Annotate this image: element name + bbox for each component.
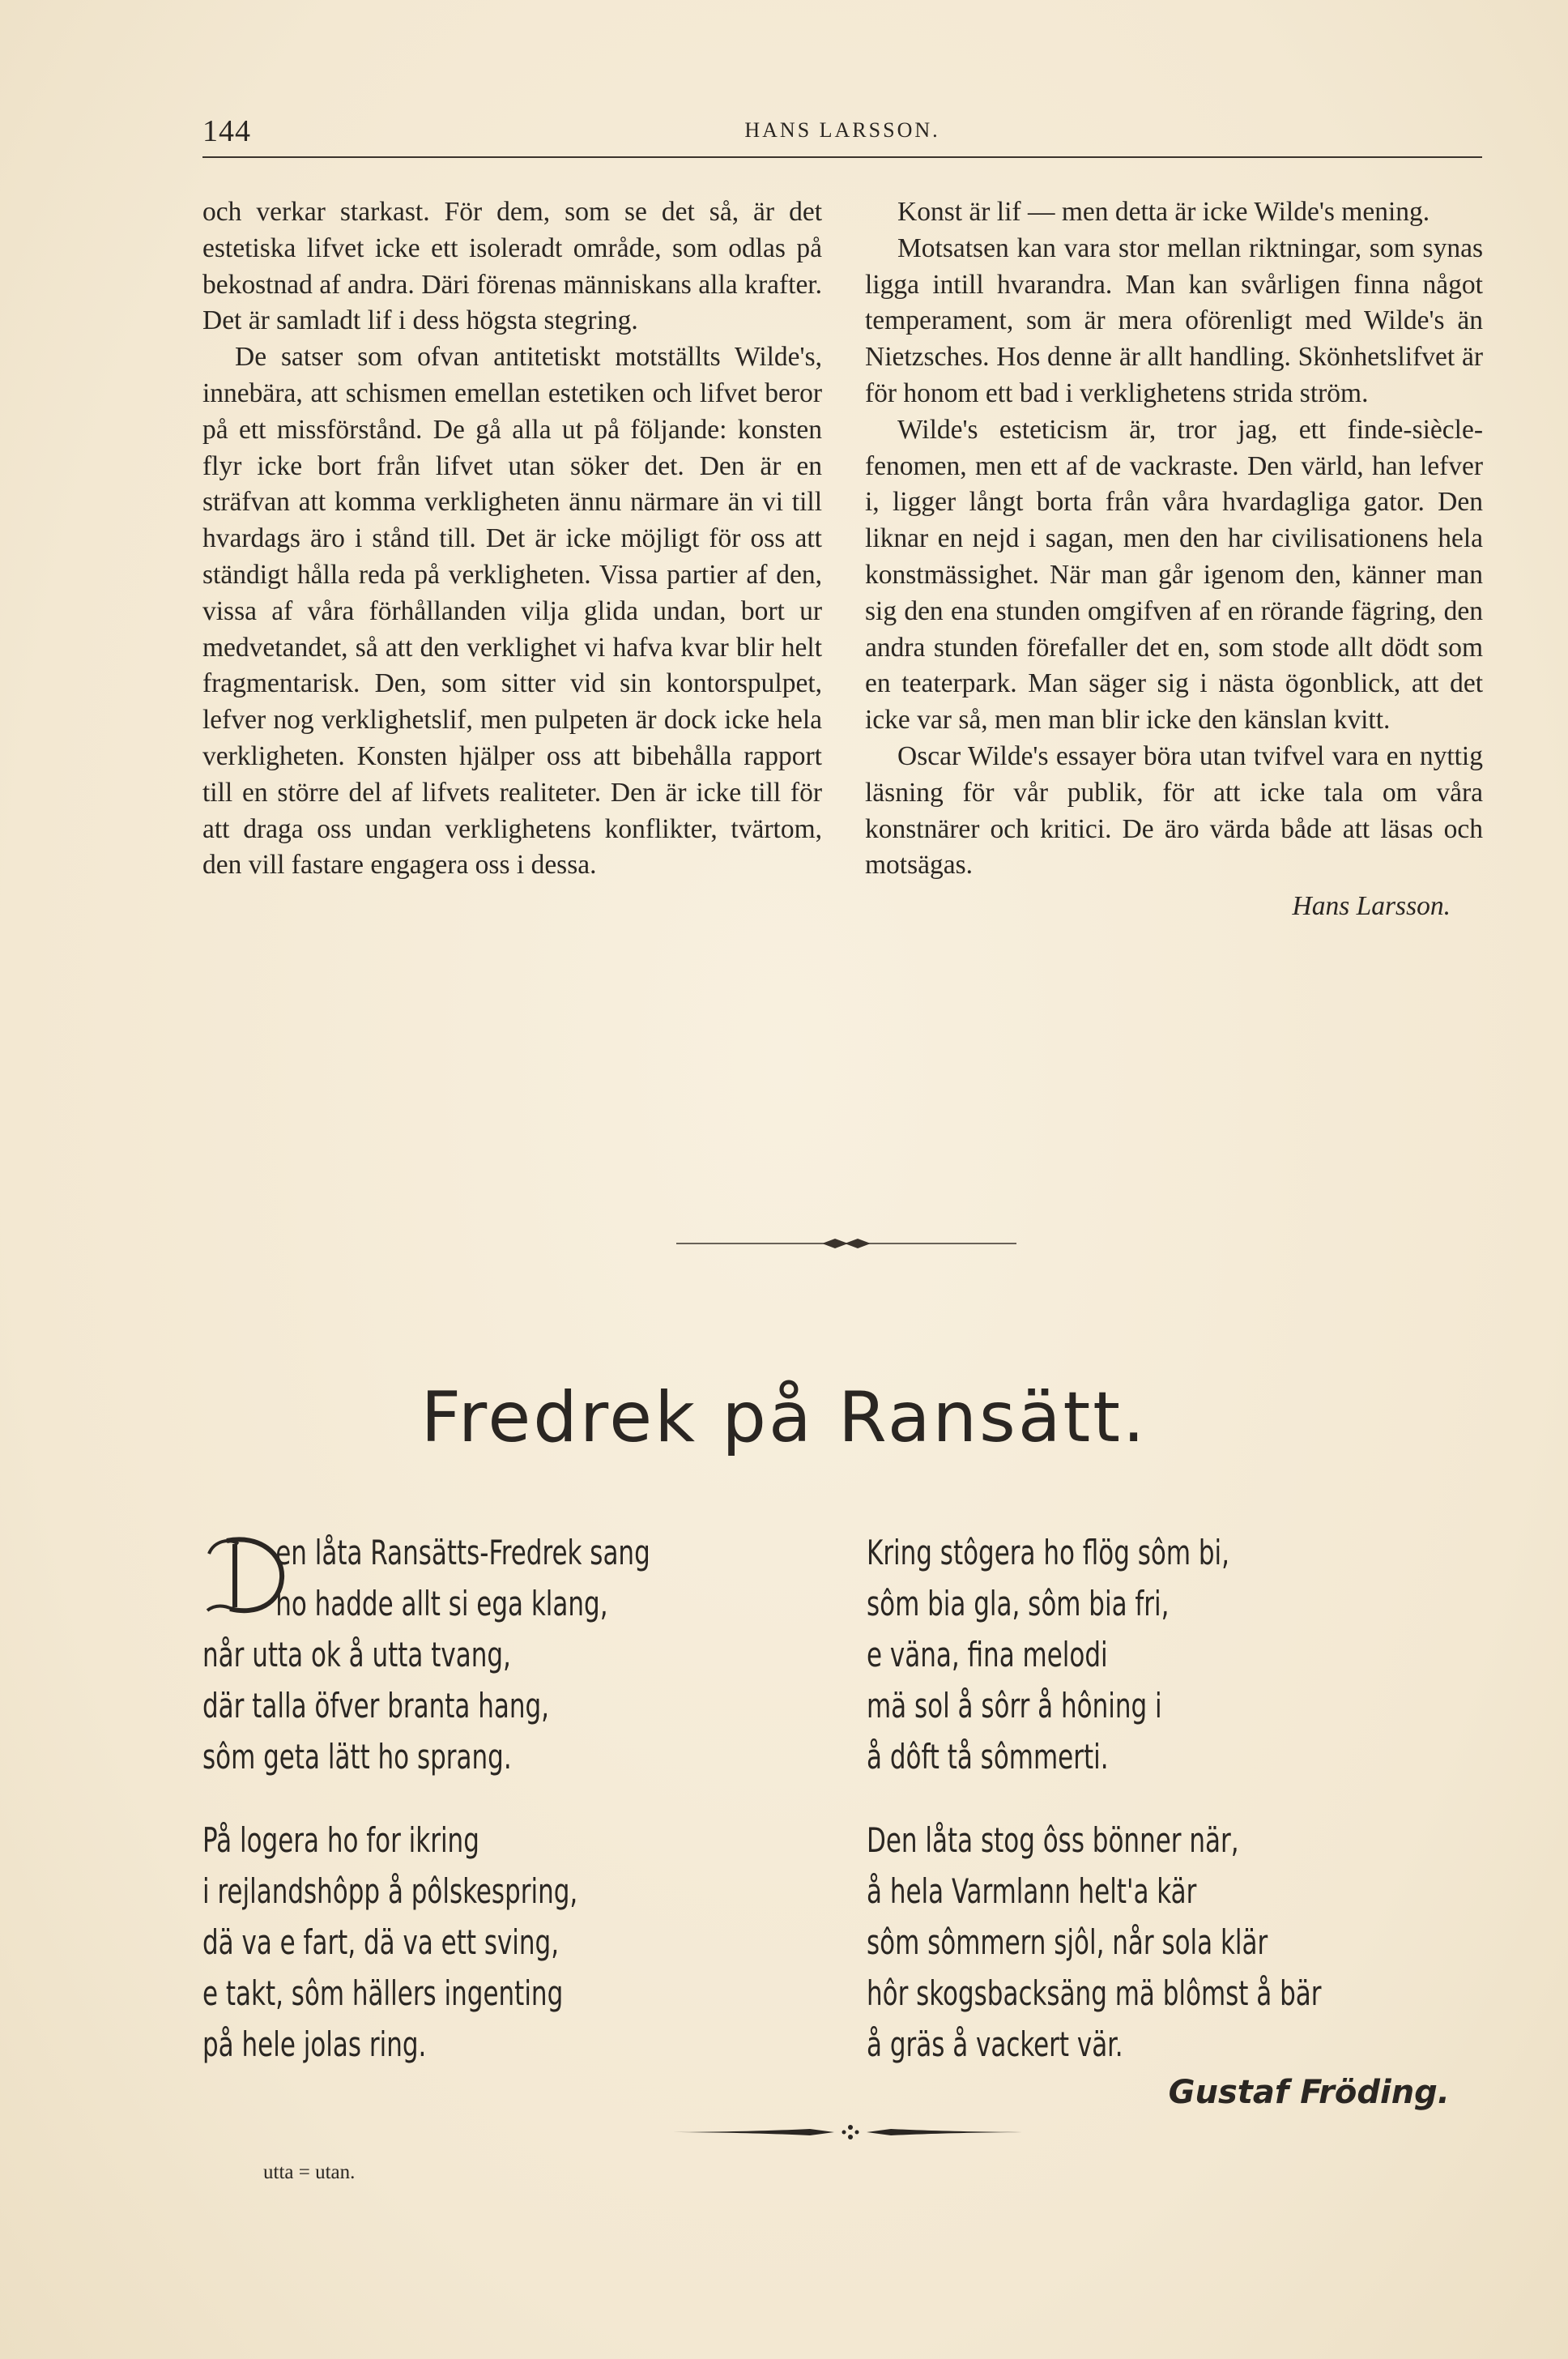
poem-line: sôm bia gla, sôm bia fri, [867, 1584, 1170, 1623]
poem-line: å dôft tå sômmerti. [867, 1737, 1109, 1777]
poem-line: å gräs å vackert vär. [867, 2024, 1123, 2064]
article-paragraph: Oscar Wilde's essayer böra utan tvifvel vara en nyttig läsning för vår publik, för att icke tala om våra konstnärer och kritici. De äro värda både att läsas och motsägas. [865, 740, 1483, 881]
poem-line: på hele jolas ring. [202, 2024, 427, 2064]
article-paragraph: och verkar starkast. För dem, som se det så, är det estetiska lifvet icke ett isoleradt område, som odlas på bekostnad af andra. Däri förenas människans alla krafter. Det är samladt lif i dess högsta stegring. [202, 197, 822, 336]
article-left-column [202, 194, 822, 884]
poem-line: hôr skogsbacksäng mä blômst å bär [867, 1973, 1322, 2013]
article-paragraph: Konst är lif — men detta är icke Wilde's mening. [897, 197, 1430, 227]
poem-line: mä sol å sôrr å hôning i [867, 1686, 1162, 1726]
section-divider-ornament [676, 1235, 1016, 1252]
poem-stanza [867, 1527, 1229, 1782]
article-paragraph: Motsatsen kan vara stor mellan riktningar, som synas ligga intill hvarandra. Man kan svårligen finna något temperament, som är mera oförenligt med Wilde's än Nietzsches. Hos denne är allt handling. Skönhetslifvet är för honom ett bad i verklighetens strida ström. [865, 232, 1483, 408]
article-right-column [865, 194, 1483, 925]
poem-line: å hela Varmlann helt'a kär [867, 1871, 1197, 1911]
poem-line: i rejlandshôpp å pôlskespring, [202, 1871, 578, 1911]
article-paragraph: De satser som ofvan antitetiskt motställts Wilde's, innebära, att schismen emellan estetiken och lifvet beror på ett missförstånd. De gå alla ut på följande: konsten flyr icke bort från lifvet utan söker det. Den är en sträfvan att komma verkligheten ännu närmare än vi till hvardags äro i stånd till. Det är icke möjligt för oss att ständigt hålla reda på verkligheten. Vissa partier af den, vissa af våra förhållanden vilja glida undan, bort ur medvetandet, så att den verklighet vi hafva kvar blir helt fragmentarisk. Den, som sitter vid sin kontorspulpet, lefver nog verklighetslif, men pulpeten är dock icke hela verkligheten. Konsten hjälper oss att bibehålla rapport till en större del af lifvets realiteter. Den är icke till för att draga oss undan verklighetens konflikter, tvärtom, den vill fastare engagera oss i dessa. [202, 342, 822, 881]
article-paragraph: Wilde's esteticism är, tror jag, ett finde-siècle-fenomen, men ett af de vackraste. Den värld, han lefver i, ligger långt borta från våra hvardagliga gator. Den liknar en nejd i sagan, men den har civilisationens hela konstmässighet. När man går igenom den, känner man sig den ena stunden omgifven af en rörande fägring, den andra stunden förefaller det en, som stode allt dödt som en teaterpark. Man säger sig i nästa ögonblick, att det icke var så, men man blir icke den känslan kvitt. [865, 414, 1483, 736]
poem-author: Gustaf Fröding. [1168, 2074, 1450, 2111]
poem-line: ho hadde allt si ega klang, [275, 1584, 608, 1623]
poem-line: där talla öfver branta hang, [202, 1686, 550, 1726]
header-rule [202, 156, 1482, 158]
poem-line: en låta Ransätts-Fredrek sang [275, 1533, 650, 1572]
poem-title: Fredrek på Ransätt. [420, 1377, 1148, 1458]
poem-line: e väna, fina melodi [867, 1635, 1108, 1674]
end-ornament [656, 2122, 1045, 2142]
poem-stanza [867, 1815, 1321, 2070]
poem-line: sôm sômmern sjôl, når sola klär [867, 1922, 1268, 1962]
running-title: HANS LARSSON. [744, 118, 940, 142]
poem-line: Den låta stog ôss bönner när, [867, 1820, 1239, 1860]
poem-line: e takt, sôm hällers ingenting [202, 1973, 564, 2013]
poem-line: dä va e fart, dä va ett sving, [202, 1922, 560, 1962]
running-header [202, 113, 1482, 146]
article-signature: Hans Larsson. [1292, 891, 1451, 922]
poem-line: Kring stôgera ho flög sôm bi, [867, 1533, 1230, 1572]
poem-line: sôm geta lätt ho sprang. [202, 1737, 512, 1777]
poem-stanza [202, 1815, 577, 2070]
poem-stanza [202, 1527, 650, 1782]
footnote: utta = utan. [263, 2161, 356, 2183]
poem-line: På logera ho for ikring [202, 1820, 479, 1860]
poem-line: når utta ok å utta tvang, [202, 1635, 511, 1674]
page-number: 144 [202, 114, 251, 148]
